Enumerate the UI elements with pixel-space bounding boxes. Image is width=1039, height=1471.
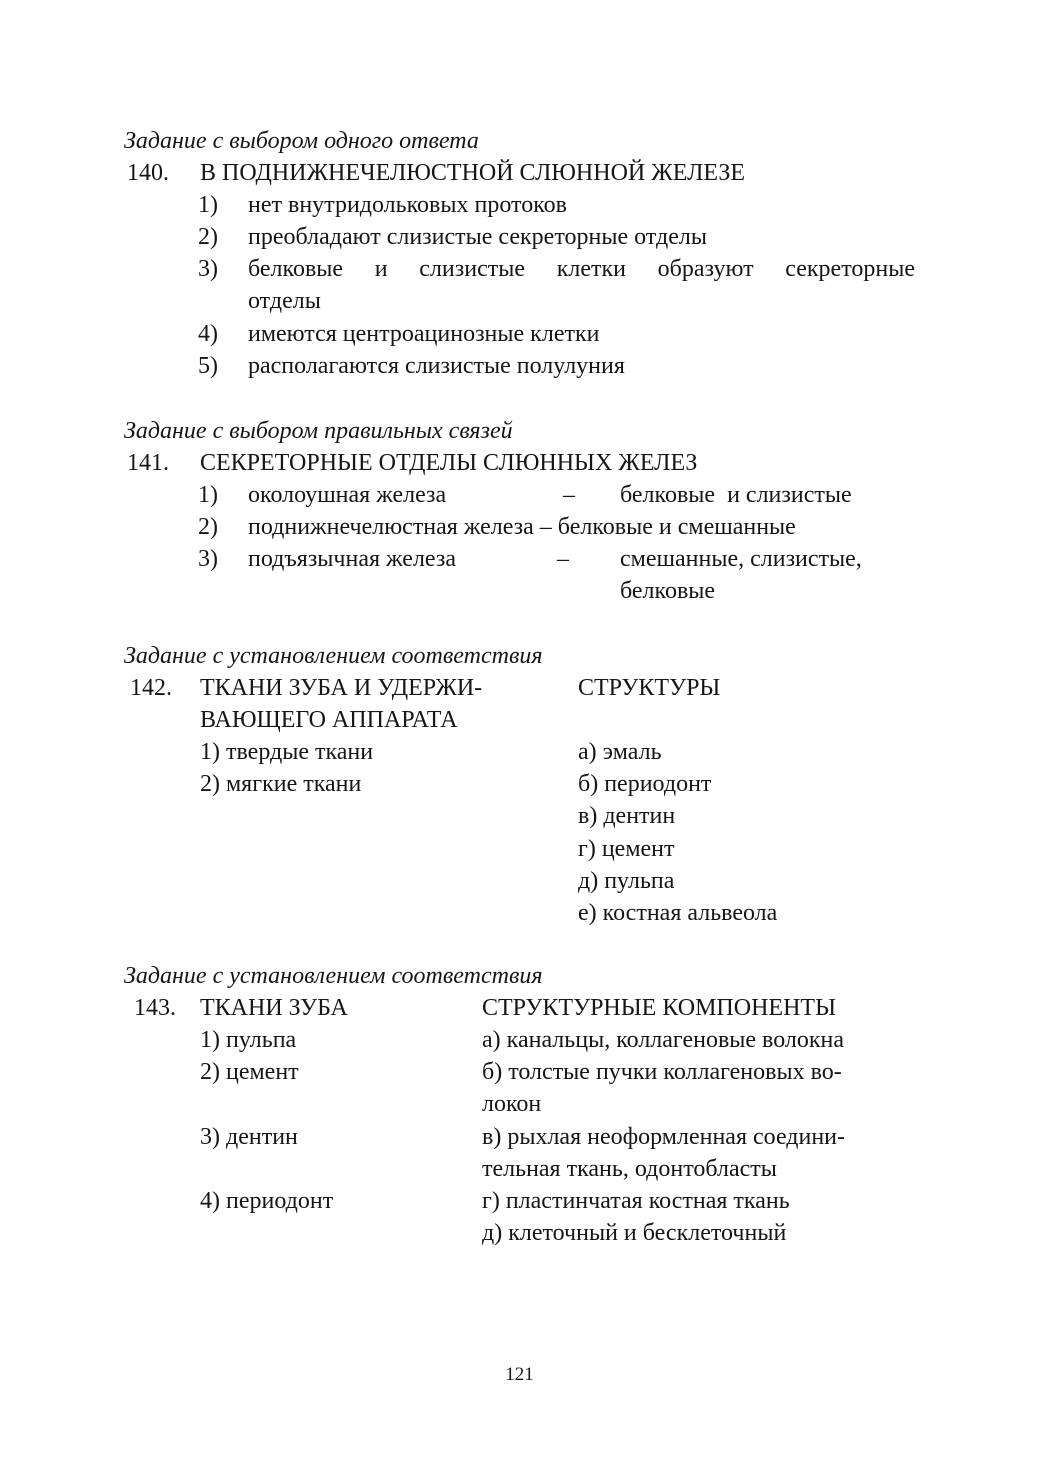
- left-column-header: ТКАНИ ЗУБА: [200, 995, 348, 1021]
- option-number: 3): [198, 546, 218, 572]
- option-text: располагаются слизистые полулуния: [248, 353, 625, 379]
- option-number: 1): [198, 192, 218, 218]
- right-item: д) пульпа: [578, 868, 675, 894]
- option-text-continuation: отделы: [248, 288, 321, 314]
- gland-pair: поднижнечелюстная железа – белковые и смешанные: [248, 514, 796, 540]
- left-item: 1) твердые ткани: [200, 739, 374, 765]
- right-column-header: СТРУКТУРНЫЕ КОМПОНЕНТЫ: [482, 995, 836, 1021]
- right-item-continuation: тельная ткань, одонтобласты: [482, 1156, 777, 1182]
- right-item: б) периодонт: [578, 771, 712, 797]
- right-item: в) дентин: [578, 803, 676, 829]
- option-number: 2): [198, 514, 218, 540]
- task-type-label: Задание с установлением соответствия: [124, 643, 543, 669]
- right-item-continuation: локон: [482, 1091, 542, 1117]
- option-number: 4): [198, 321, 218, 347]
- page-number: 121: [505, 1364, 534, 1385]
- left-column-header: ТКАНИ ЗУБА И УДЕРЖИ-: [200, 675, 483, 701]
- left-item: 4) периодонт: [200, 1188, 334, 1214]
- right-item: а) эмаль: [578, 739, 662, 765]
- option-text: белковые и слизистые клетки образуют секреторные: [248, 256, 915, 282]
- right-item: а) канальцы, коллагеновые волокна: [482, 1027, 845, 1053]
- question-number: 142.: [130, 675, 172, 701]
- task-type-label: Задание с выбором правильных связей: [124, 418, 513, 444]
- task-type-label: Задание с выбором одного ответа: [124, 128, 479, 154]
- right-item: д) клеточный и бесклеточный: [482, 1220, 787, 1246]
- option-number: 3): [198, 256, 218, 282]
- left-item: 2) мягкие ткани: [200, 771, 362, 797]
- left-column-header-continuation: ВАЮЩЕГО АППАРАТА: [200, 707, 458, 733]
- secretory-type: белковые и слизистые: [620, 482, 852, 508]
- right-column-header: СТРУКТУРЫ: [578, 675, 721, 701]
- left-item: 2) цемент: [200, 1059, 299, 1085]
- dash-separator: –: [563, 482, 575, 508]
- left-item: 1) пульпа: [200, 1027, 297, 1053]
- right-item: в) рыхлая неоформленная соедини-: [482, 1124, 846, 1150]
- question-number: 141.: [127, 450, 169, 476]
- question-number: 143.: [134, 995, 176, 1021]
- left-item: 3) дентин: [200, 1124, 298, 1150]
- dash-separator: –: [557, 546, 569, 572]
- task-type-label: Задание с установлением соответствия: [124, 963, 543, 989]
- option-number: 1): [198, 482, 218, 508]
- option-text: преобладают слизистые секреторные отделы: [248, 224, 707, 250]
- question-title: В ПОДНИЖНЕЧЕЛЮСТНОЙ СЛЮННОЙ ЖЕЛЕЗЕ: [200, 160, 746, 186]
- secretory-type: смешанные, слизистые,: [620, 546, 862, 572]
- gland-name: околоушная железа: [248, 482, 447, 508]
- right-item: г) пластинчатая костная ткань: [482, 1188, 790, 1214]
- option-text: имеются центроацинозные клетки: [248, 321, 600, 347]
- question-number: 140.: [127, 160, 169, 186]
- secretory-type-continuation: белковые: [620, 578, 716, 604]
- gland-name: подъязычная железа: [248, 546, 456, 572]
- question-title: СЕКРЕТОРНЫЕ ОТДЕЛЫ СЛЮННЫХ ЖЕЛЕЗ: [200, 450, 698, 476]
- right-item: г) цемент: [578, 836, 675, 862]
- option-number: 5): [198, 353, 218, 379]
- right-item: б) толстые пучки коллагеновых во-: [482, 1059, 842, 1085]
- option-text: нет внутридольковых протоков: [248, 192, 567, 218]
- option-number: 2): [198, 224, 218, 250]
- right-item: е) костная альвеола: [578, 900, 778, 926]
